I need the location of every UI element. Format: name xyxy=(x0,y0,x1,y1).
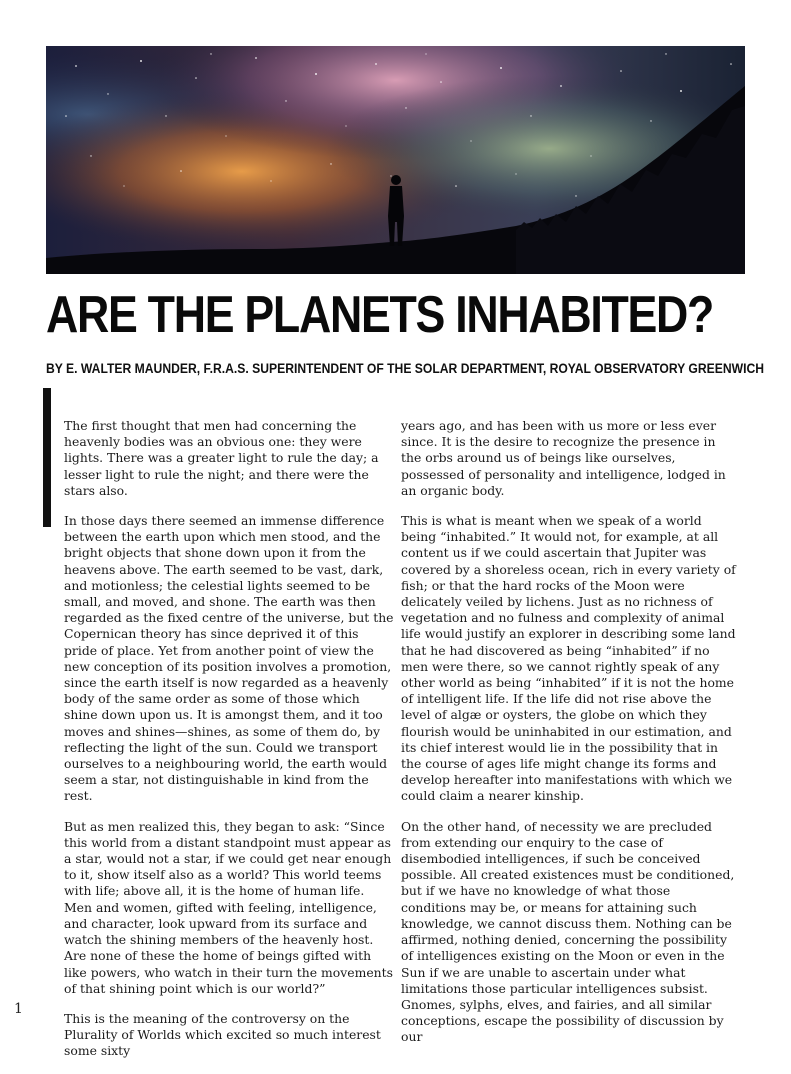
article-byline: BY E. WALTER MAUNDER, F.R.A.S. SUPERINTENDENT OF THE SOLAR DEPARTMENT, ROYAL OBSERVATORY GREENWICH xyxy=(46,361,765,376)
body-paragraph: But as men realized this, they began to ask: “Since this world from a distant standpoint must appear as a star, would not a star, if we could get near enough to it, show itself also as a world? This world teems with life; above all, it is the home of human life. Men and women, gifted with feeling, intelligence, and character, look upward from its surface and watch the shining members of the heavenly host. Are none of these the home of beings gifted with like powers, who watch in their turn the movements of that shining point which is our world?” xyxy=(64,818,393,996)
milky-way-silhouette-illustration xyxy=(46,46,745,274)
body-paragraph: years ago, and has been with us more or less ever since. It is the desire to recognize the presence in the orbs around us of beings like ourselves, possessed of personality and intelligence, lodged in an organic body. xyxy=(401,418,726,498)
page-number: 1 xyxy=(14,1001,23,1017)
accent-bar xyxy=(43,388,51,527)
article-title: ARE THE PLANETS INHABITED? xyxy=(46,286,714,344)
text-column-left xyxy=(64,418,394,1074)
body-paragraph: On the other hand, of necessity we are precluded from extending our enquiry to the case of disembodied intelligences, if such be conceived possible. All created existences must be conditioned, but if we have no knowledge of what those conditions may be, or means for attaining such knowledge, we cannot discuss them. Nothing can be affirmed, nothing denied, concerning the possibility of intelligences existing on the Moon or even in the Sun if we are unable to ascertain under what limitations those particular intelligences subsist. Gnomes, sylphs, elves, and fairies, and all similar conceptions, escape the possibility of discussion by our xyxy=(401,818,735,1045)
body-paragraph: The first thought that men had concerning the heavenly bodies was an obvious one: they were lights. There was a greater light to rule the day; a lesser light to rule the night; and there were the stars also. xyxy=(64,418,379,498)
body-paragraph: This is the meaning of the controversy on the Plurality of Worlds which excited so much interest some sixty xyxy=(64,1010,381,1059)
body-paragraph: In those days there seemed an immense difference between the earth upon which men stood, and the bright objects that shone down upon it from the heavens above. The earth seemed to be vast, dark, and motionless; the celestial lights seemed to be small, and moved, and shone. The earth was then regarded as the fixed centre of the universe, but the Copernican theory has since deprived it of this pride of place. Yet from another point of view the new conception of its position involves a promotion, since the earth itself is now regarded as a heavenly body of the same order as some of those which shine down upon us. It is amongst them, and it too moves and shines—shines, as some of them do, by reflecting the light of the sun. Could we transport ourselves to a neighbouring world, the earth would seem a star, not distinguishable in kind from the rest. xyxy=(64,513,394,804)
body-paragraph: This is what is meant when we speak of a world being “inhabited.” It would not, for example, at all content us if we could ascertain that Jupiter was covered by a shoreless ocean, rich in every variety of fish; or that the hard rocks of the Moon were delicately veiled by lichens. Just as no richness of vegetation and no fulness and complexity of animal life would justify an explorer in describing some land that he had discovered as being “inhabited” if no men were there, so we cannot rightly speak of any other world as being “inhabited” if it is not the home of intelligent life. If the life did not rise above the level of algæ or oysters, the globe on which they flourish would be uninhabited in our estimation, and its chief interest would lie in the possibility that in the course of ages life might change its forms and develop hereafter into manifestations with which we could claim a nearer kinship. xyxy=(401,513,736,804)
text-column-right xyxy=(401,418,737,1060)
hero-image-night-sky xyxy=(46,46,745,274)
